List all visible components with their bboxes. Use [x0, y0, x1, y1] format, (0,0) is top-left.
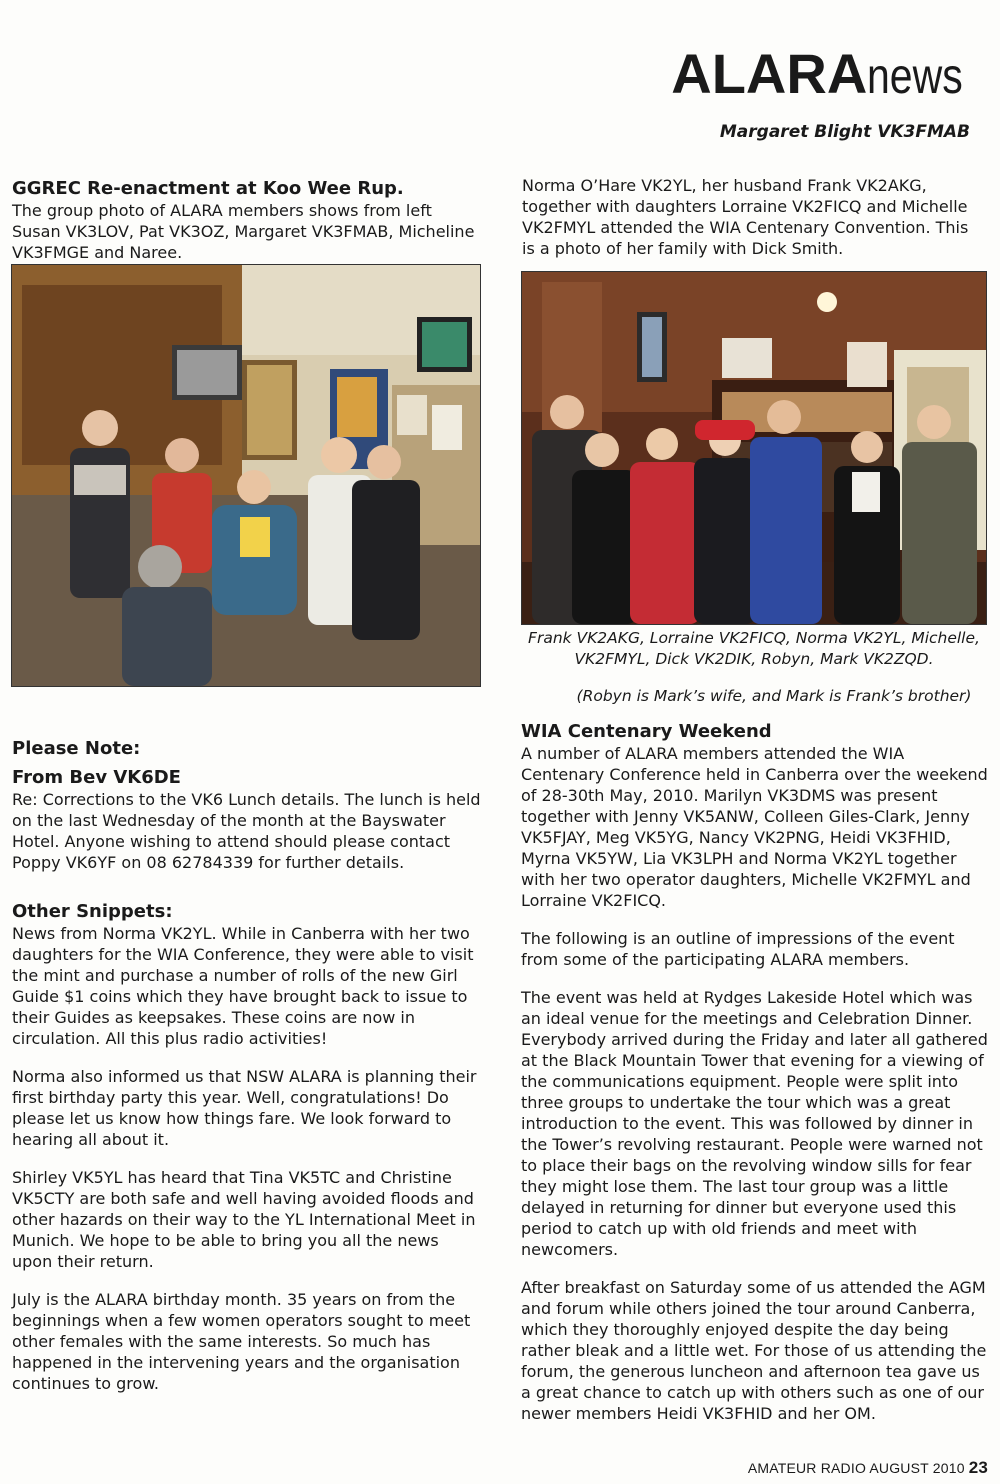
- ggrec-heading: GGREC Re-enactment at Koo Wee Rup.: [12, 178, 404, 199]
- wia-paragraph-3: The event was held at Rydges Lakeside Hotel which was an ideal venue for the meetings and Celebration Dinner. Everybody arrived during the Friday and later all gathered at the Black Mountain Tower that evening for a viewing of the communications equipment. People were split into three groups to undertake the tour which was a great introduction to the event. This was followed by dinner in the Tower’s revolving restaurant. People were warned not to place their bags on the revolving window sills for fear they might lose them. The last tour group was a little delayed in returning for dinner but everyone used this period to catch up with old friends and meet with newcomers.: [521, 988, 988, 1259]
- please-note-section: [12, 738, 482, 873]
- masthead-brand: ALARA: [671, 42, 868, 105]
- snippets-heading: Other Snippets:: [12, 901, 173, 922]
- please-note-heading: Please Note:: [12, 738, 141, 759]
- photo-caption: [522, 628, 986, 707]
- ggrec-body: The group photo of ALARA members shows from left Susan VK3LOV, Pat VK3OZ, Margaret VK3FMAB, Micheline VK3FMGE and Naree.: [12, 201, 475, 262]
- wia-paragraph-4: After breakfast on Saturday some of us attended the AGM and forum while others joined the tour around Canberra, which they thoroughly enjoyed despite the day being rather bleak and a little wet. For those of us attending the forum, the generous luncheon and afternoon tea gave us a great chance to catch up with others such as one of our newer members Heidi VK3FHID and her OM.: [521, 1278, 987, 1423]
- wia-paragraph-1: A number of ALARA members attended the WIA Centenary Conference held in Canberra over the weekend of 28-30th May, 2010. Marilyn VK3DMS was present together with Jenny VK5ANW, Colleen Giles-Clark, Jenny VK5FJAY, Meg VK5YG, Nancy VK2PNG, Heidi VK3FHID, Myrna VK5YW, Lia VK3LPH and Norma VK2YL together with her two operator daughters, Michelle VK2FMYL and Lorraine VK2FICQ.: [521, 744, 988, 910]
- footer-publication: AMATEUR RADIO AUGUST 2010: [747, 1460, 965, 1476]
- caption-line-1: Frank VK2AKG, Lorraine VK2FICQ, Norma VK2YL, Michelle,: [528, 629, 980, 647]
- bev-body: Re: Corrections to the VK6 Lunch details. The lunch is held on the last Wednesday of the month at the Bayswater Hotel. Anyone wishing to attend should please contact Poppy VK6YF on 08 62784339 for further details.: [12, 790, 481, 872]
- ggrec-section: [12, 178, 482, 263]
- snippets-paragraph-2: Norma also informed us that NSW ALARA is planning their first birthday party this year. Well, congratulations! Do please let us know how things fare. We look forward to hearing all about it.: [12, 1067, 477, 1149]
- group-photo-illustration: [12, 265, 480, 686]
- wia-heading: WIA Centenary Weekend: [521, 721, 772, 742]
- page-number: 23: [968, 1458, 988, 1477]
- masthead: [671, 42, 984, 105]
- author-byline: Margaret Blight VK3FMAB: [719, 122, 970, 142]
- wia-paragraph-2: The following is an outline of impressions of the event from some of the participating ALARA members.: [521, 929, 955, 969]
- caption-note: (Robyn is Mark’s wife, and Mark is Frank’s brother): [576, 687, 972, 705]
- norma-intro: Norma O’Hare VK2YL, her husband Frank VK2AKG, together with daughters Lorraine VK2FICQ and Michelle VK2FMYL attended the WIA Centenary Convention. This is a photo of her family with Dick Smith.: [522, 176, 969, 258]
- group-photo-alara: [11, 264, 481, 687]
- wia-centenary-section: [521, 721, 991, 1424]
- family-photo-illustration: [522, 272, 986, 624]
- snippets-paragraph-4: July is the ALARA birthday month. 35 years on from the beginnings when a few women operators sought to meet other females with the same interests. So much has happened in the intervening years and the organisation continues to grow.: [12, 1290, 471, 1393]
- bev-heading: From Bev VK6DE: [12, 767, 181, 788]
- family-photo-dick-smith: [521, 271, 987, 625]
- masthead-news: news: [867, 48, 963, 104]
- snippets-paragraph-1: News from Norma VK2YL. While in Canberra with her two daughters for the WIA Conference, they were able to visit the mint and purchase a number of rolls of the new Girl Guide $1 coins which they have brought back to issue to their Guides as keepsakes. These coins are now in circulation. All this plus radio activities!: [12, 924, 474, 1048]
- right-intro: [522, 175, 984, 259]
- page-footer: [748, 1458, 988, 1478]
- caption-line-2: VK2FMYL, Dick VK2DIK, Robyn, Mark VK2ZQD.: [574, 650, 934, 668]
- snippets-paragraph-3: Shirley VK5YL has heard that Tina VK5TC and Christine VK5CTY are both safe and well having avoided floods and other hazards on their way to the YL International Meet in Munich. We hope to be able to bring you all the news upon their return.: [12, 1168, 476, 1271]
- other-snippets-section: [12, 901, 482, 1394]
